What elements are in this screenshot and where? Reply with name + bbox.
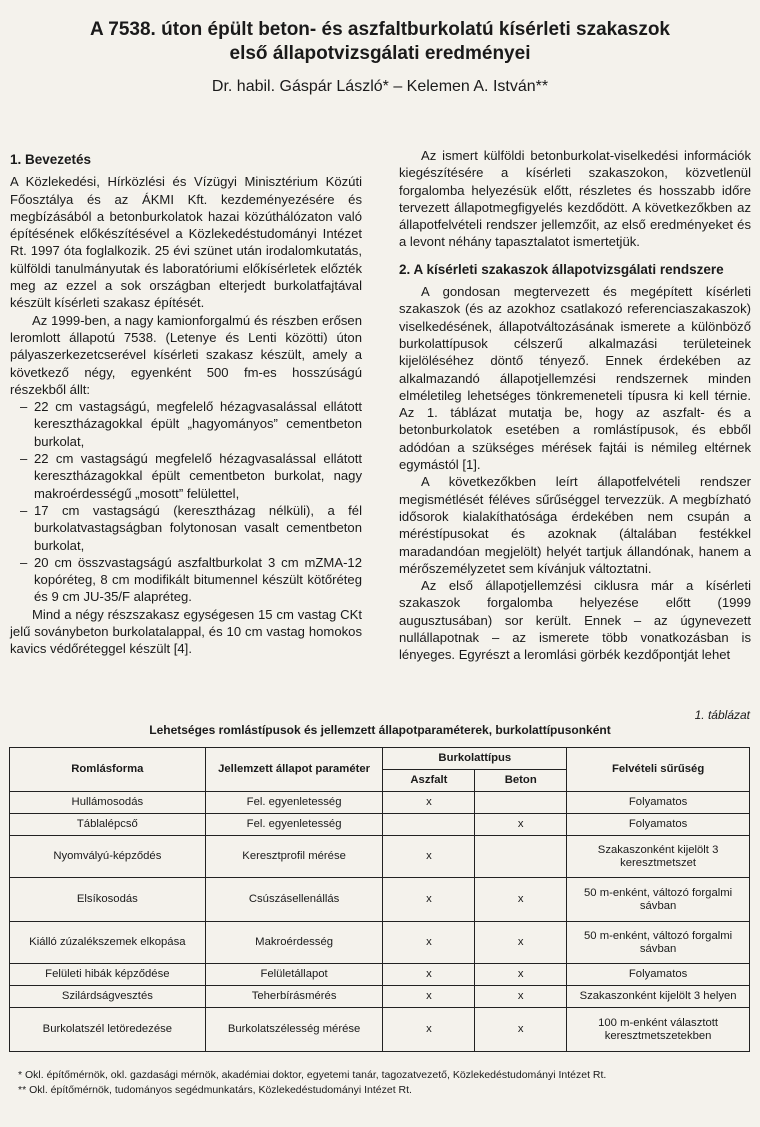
cell-aszfalt: x [383,878,475,922]
cell-beton: x [475,964,567,986]
cell-suruseg: Folyamatos [567,814,750,836]
cell-param: Makroérdesség [205,922,383,964]
list-item: – 22 cm vastagságú megfelelő hézagvasalással ellátott keresztházagokkal épült cementbeton burkolat, nagy makroérdességű „mosott” felülettel, [34,450,362,502]
table-row [10,878,750,922]
cell-forma: Szilárdságvesztés [10,986,206,1008]
section-heading-system: 2. A kísérleti szakaszok állapotvizsgálati rendszere [399,261,724,277]
cell-aszfalt: x [383,986,475,1008]
list-item: – 17 cm vastagságú (keresztházag nélküli), a fél burkolatvastagságban folytonosan vasalt cementbeton burkolat, [34,502,362,554]
cell-beton [475,836,567,878]
section-heading-introduction: 1. Bevezetés [10,152,92,167]
deterioration-table [9,747,750,1052]
cell-suruseg: Szakaszonként kijelölt 3 keresztmetszet [567,836,750,878]
table-row [10,814,750,836]
cell-forma: Elsíkosodás [10,878,206,922]
cell-beton: x [475,922,567,964]
table-caption: Lehetséges romlástípusok és jellemzett állapotparaméterek, burkolattípusonként [149,723,611,737]
section-list [10,398,362,606]
title-line-1: A 7538. úton épült beton- és aszfaltburkolatú kísérleti szakaszok [89,19,671,40]
footnote-2: ** Okl. építőmérnök, tudományos segédmunkatárs, Közlekedéstudományi Intézet Rt. [18,1084,412,1096]
cell-forma: Felületi hibák képződése [10,964,206,986]
cell-forma: Táblalépcső [10,814,206,836]
cell-suruseg: Folyamatos [567,964,750,986]
table-row [10,986,750,1008]
article-title [0,18,760,66]
cell-forma: Nyomvályú-képződés [10,836,206,878]
cell-beton: x [475,1008,567,1052]
footnotes [18,1068,606,1098]
cell-aszfalt [383,814,475,836]
cell-suruseg: Folyamatos [567,792,750,814]
left-column [10,147,362,658]
cell-param: Fel. egyenletesség [205,792,383,814]
cell-aszfalt: x [383,964,475,986]
paragraph: Az 1999-ben, a nagy kamionforgalmú és részben erősen leromlott állapotú 7538. (Letenye és Lenti közötti) úton pályaszerkezetcserével kísérleti szakasz készült, amely a következő négy, egyenként 500 fm-es hosszúságú részekből állt: [10,312,362,397]
paragraph: A Közlekedési, Hírközlési és Vízügyi Minisztérium Közúti Főosztálya és az ÁKMI Kft. kezdeményezésére és megbízásából a betonburkolatok hazai közúthálózaton való építésének előkészítésével a Közlekedéstudományi Intézet Rt. 1997 óta foglalkozik. 25 évi szünet után irodalomkutatás, külföldi tanulmányutak és laboratóriumi előkísérletek előzték meg az ezzel a sok országban elterjedt burkolatfajtával készült kísérleti szakasz építését. [10,174,362,311]
cell-beton: x [475,878,567,922]
header-beton: Beton [475,770,567,792]
cell-aszfalt: x [383,836,475,878]
header-romlasforma: Romlásforma [10,748,206,792]
list-item: – 22 cm vastagságú, megfelelő hézagvasalással ellátott keresztházagokkal épült „hagyományos” cementbeton burkolat, [34,398,362,450]
paragraph: A következőkben leírt állapotfelvételi rendszer megismétlését féléves sűrűséggel tervezzük. A megbízható idősorok kialakíthatósága érdekében nem csupán a méréstípusokat és azoknak (általában festékkel maradandóan megjelölt) helyét tartjuk állandónak, hanem a mérőszemélyzetet sem kívánjuk változtatni. [399,474,751,576]
right-column [399,147,751,664]
table-row [10,792,750,814]
cell-param: Keresztprofil mérése [205,836,383,878]
paragraph: Az első állapotjellemzési ciklusra már a kísérleti szakaszok forgalomba helyezése előtt (1999 augusztusában) sor került. Ennek – az úgynevezett nullállapotnak – az ismerete több vonatkozásban is lényeges. Egyrészt a leromlási görbék kezdőpontját lehet [399,578,751,663]
cell-param: Felületállapot [205,964,383,986]
cell-param: Fel. egyenletesség [205,814,383,836]
cell-beton: x [475,814,567,836]
cell-beton: x [475,986,567,1008]
title-line-2: első állapotvizsgálati eredményei [229,43,531,64]
header-surusege: Felvételi sűrűség [567,748,750,792]
cell-aszfalt: x [383,1008,475,1052]
paragraph: Az ismert külföldi betonburkolat-viselkedési információk kiegészítésére a kísérleti szakaszokon, közvetlenül forgalomba helyezésük előtt, részletes és hosszabb időre tervezett állapotmegfigyelés kezdődött. A következőkben az állapotfelvételi rendszer jellemzőit, az első eredményeket és a levont néhány tapasztalatot ismertetjük. [399,148,751,250]
header-parameter: Jellemzett állapot paraméter [205,748,383,792]
cell-suruseg: 100 m-enként választott keresztmetszetekben [567,1008,750,1052]
table-label: 1. táblázat [694,708,750,722]
cell-forma: Hullámosodás [10,792,206,814]
cell-aszfalt: x [383,922,475,964]
cell-suruseg: 50 m-enként, változó forgalmi sávban [567,878,750,922]
footnote-1: * Okl. építőmérnök, okl. gazdasági mérnök, akadémiai doktor, egyetemi tanár, tagozatvezető, Közlekedéstudományi Intézet Rt. [18,1069,607,1081]
list-item: – 20 cm összvastagságú aszfaltburkolat 3 cm mZMA-12 kopóréteg, 8 cm modifikált bitumennel készült kötőréteg és 9 cm JU-35/F alapréteg. [34,554,362,606]
table-row [10,964,750,986]
table-row [10,1008,750,1052]
cell-aszfalt: x [383,792,475,814]
cell-param: Teherbírásmérés [205,986,383,1008]
authors: Dr. habil. Gáspár László* – Kelemen A. István** [211,78,549,95]
cell-suruseg: 50 m-enként, változó forgalmi sávban [567,922,750,964]
cell-forma: Burkolatszél letöredezése [10,1008,206,1052]
header-burkolattipus: Burkolattípus [383,748,567,770]
paragraph: Mind a négy részszakasz egységesen 15 cm vastag CKt jelű soványbeton burkolatalappal, és 10 cm vastag homokos kavics védőréteggel készült [4]. [10,606,362,657]
cell-suruseg: Szakaszonként kijelölt 3 helyen [567,986,750,1008]
cell-param: Csúszásellenállás [205,878,383,922]
table-row [10,836,750,878]
paragraph: A gondosan megtervezett és megépített kísérleti szakaszok (és az azokhoz csatlakozó referenciaszakaszok) viselkedésének, állapotváltozásának ismerete a különböző burkolattípusok célszerű alkalmazási területeinek kijelöléséhez döntő tényező. Ennek érdekében az alkalmazandó állapotjellemzési rendszernek minden elméletileg lehetséges tönkremeneteli típusra ki kell térnie. Az 1. táblázat mutatja be, hogy az aszfalt- és a betonburkolatok esetében a romlástípusok, és ebből adódóan a szükséges mérések fajtái is némileg eltérnek egymástól [1]. [399,284,751,473]
cell-param: Burkolatszélesség mérése [205,1008,383,1052]
table-row [10,922,750,964]
cell-beton [475,792,567,814]
cell-forma: Kiálló zúzalékszemek elkopása [10,922,206,964]
header-aszfalt: Aszfalt [383,770,475,792]
